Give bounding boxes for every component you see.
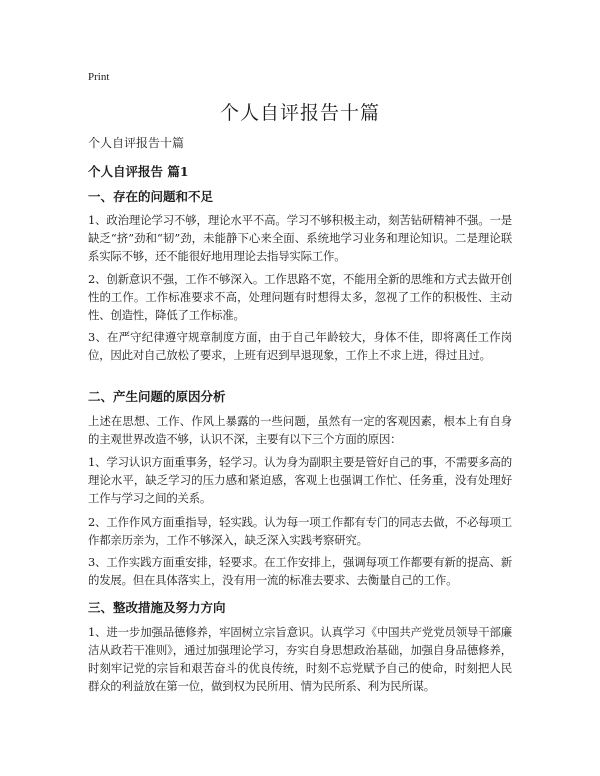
article-heading: 个人自评报告 篇1 <box>88 164 189 179</box>
paragraph: 1、学习认识方面重事务，轻学习。认为身为副职主要是管好自己的事，不需要多高的理论水平，缺乏学习的压力感和紧迫感，客观上也强调工作忙、任务重，没有处理好工作与学习之间的关系。 <box>88 455 512 505</box>
paragraph: 2、创新意识不强，工作不够深入。工作思路不宽，不能用全新的思维和方式去做开创性的工作。工作标准要求不高，处理问题有时想得太多，忽视了工作的积极性、主动性、创造性，降低了工作标准。 <box>88 272 512 322</box>
section-heading-causes: 二、产生问题的原因分析 <box>88 389 226 404</box>
print-link[interactable]: Print <box>88 71 110 83</box>
paragraph: 上述在思想、工作、作风上暴露的一些问题，虽然有一定的客观因素，根本上有自身的主观世界改造不够，认识不深，主要有以下三个方面的原因： <box>88 414 512 446</box>
paragraph: 3、工作实践方面重安排，轻要求。在工作安排上，强调每项工作都要有新的提高、新的发展。但在具体落实上，没有用一流的标准去要求、去衡量自己的工作。 <box>88 555 512 587</box>
section-heading-measures: 三、整改措施及努力方向 <box>88 600 226 615</box>
document-title: 个人自评报告十篇 <box>219 102 380 124</box>
paragraph: 2、工作作风方面重指导，轻实践。认为每一项工作都有专门的同志去做，不必每项工作都亲历亲为，工作不够深入，缺乏深入实践考察研究。 <box>88 515 512 547</box>
paragraph: 3、在严守纪律遵守规章制度方面，由于自己年龄较大，身体不佳，即将离任工作岗位，因此对自己放松了要求，上班有迟到早退现象，工作上不求上进，得过且过。 <box>88 330 512 362</box>
section-heading-problems: 一、存在的问题和不足 <box>88 189 214 204</box>
paragraph: 1、政治理论学习不够，理论水平不高。学习不够积极主动，刻苦钻研精神不强。一是缺乏“挤”劲和“韧”劲，未能静下心来全面、系统地学习业务和理论知识。二是理论联系实际不够，还不能很好地用理论去指导实际工作。 <box>88 213 512 263</box>
document-subtitle: 个人自评报告十篇 <box>88 136 185 150</box>
paragraph: 1、进一步加强品德修养，牢固树立宗旨意识。认真学习《中国共产党党员领导干部廉洁从政若干准则》，通过加强理论学习，夯实自身思想政治基础，加强自身品德修养，时刻牢记党的宗旨和艰苦奋斗的优良传统，时刻不忘党赋予自己的使命，时刻把人民群众的利益放在第一位，做到权为民所用、情为民所系、利为民所谋。 <box>88 625 512 693</box>
